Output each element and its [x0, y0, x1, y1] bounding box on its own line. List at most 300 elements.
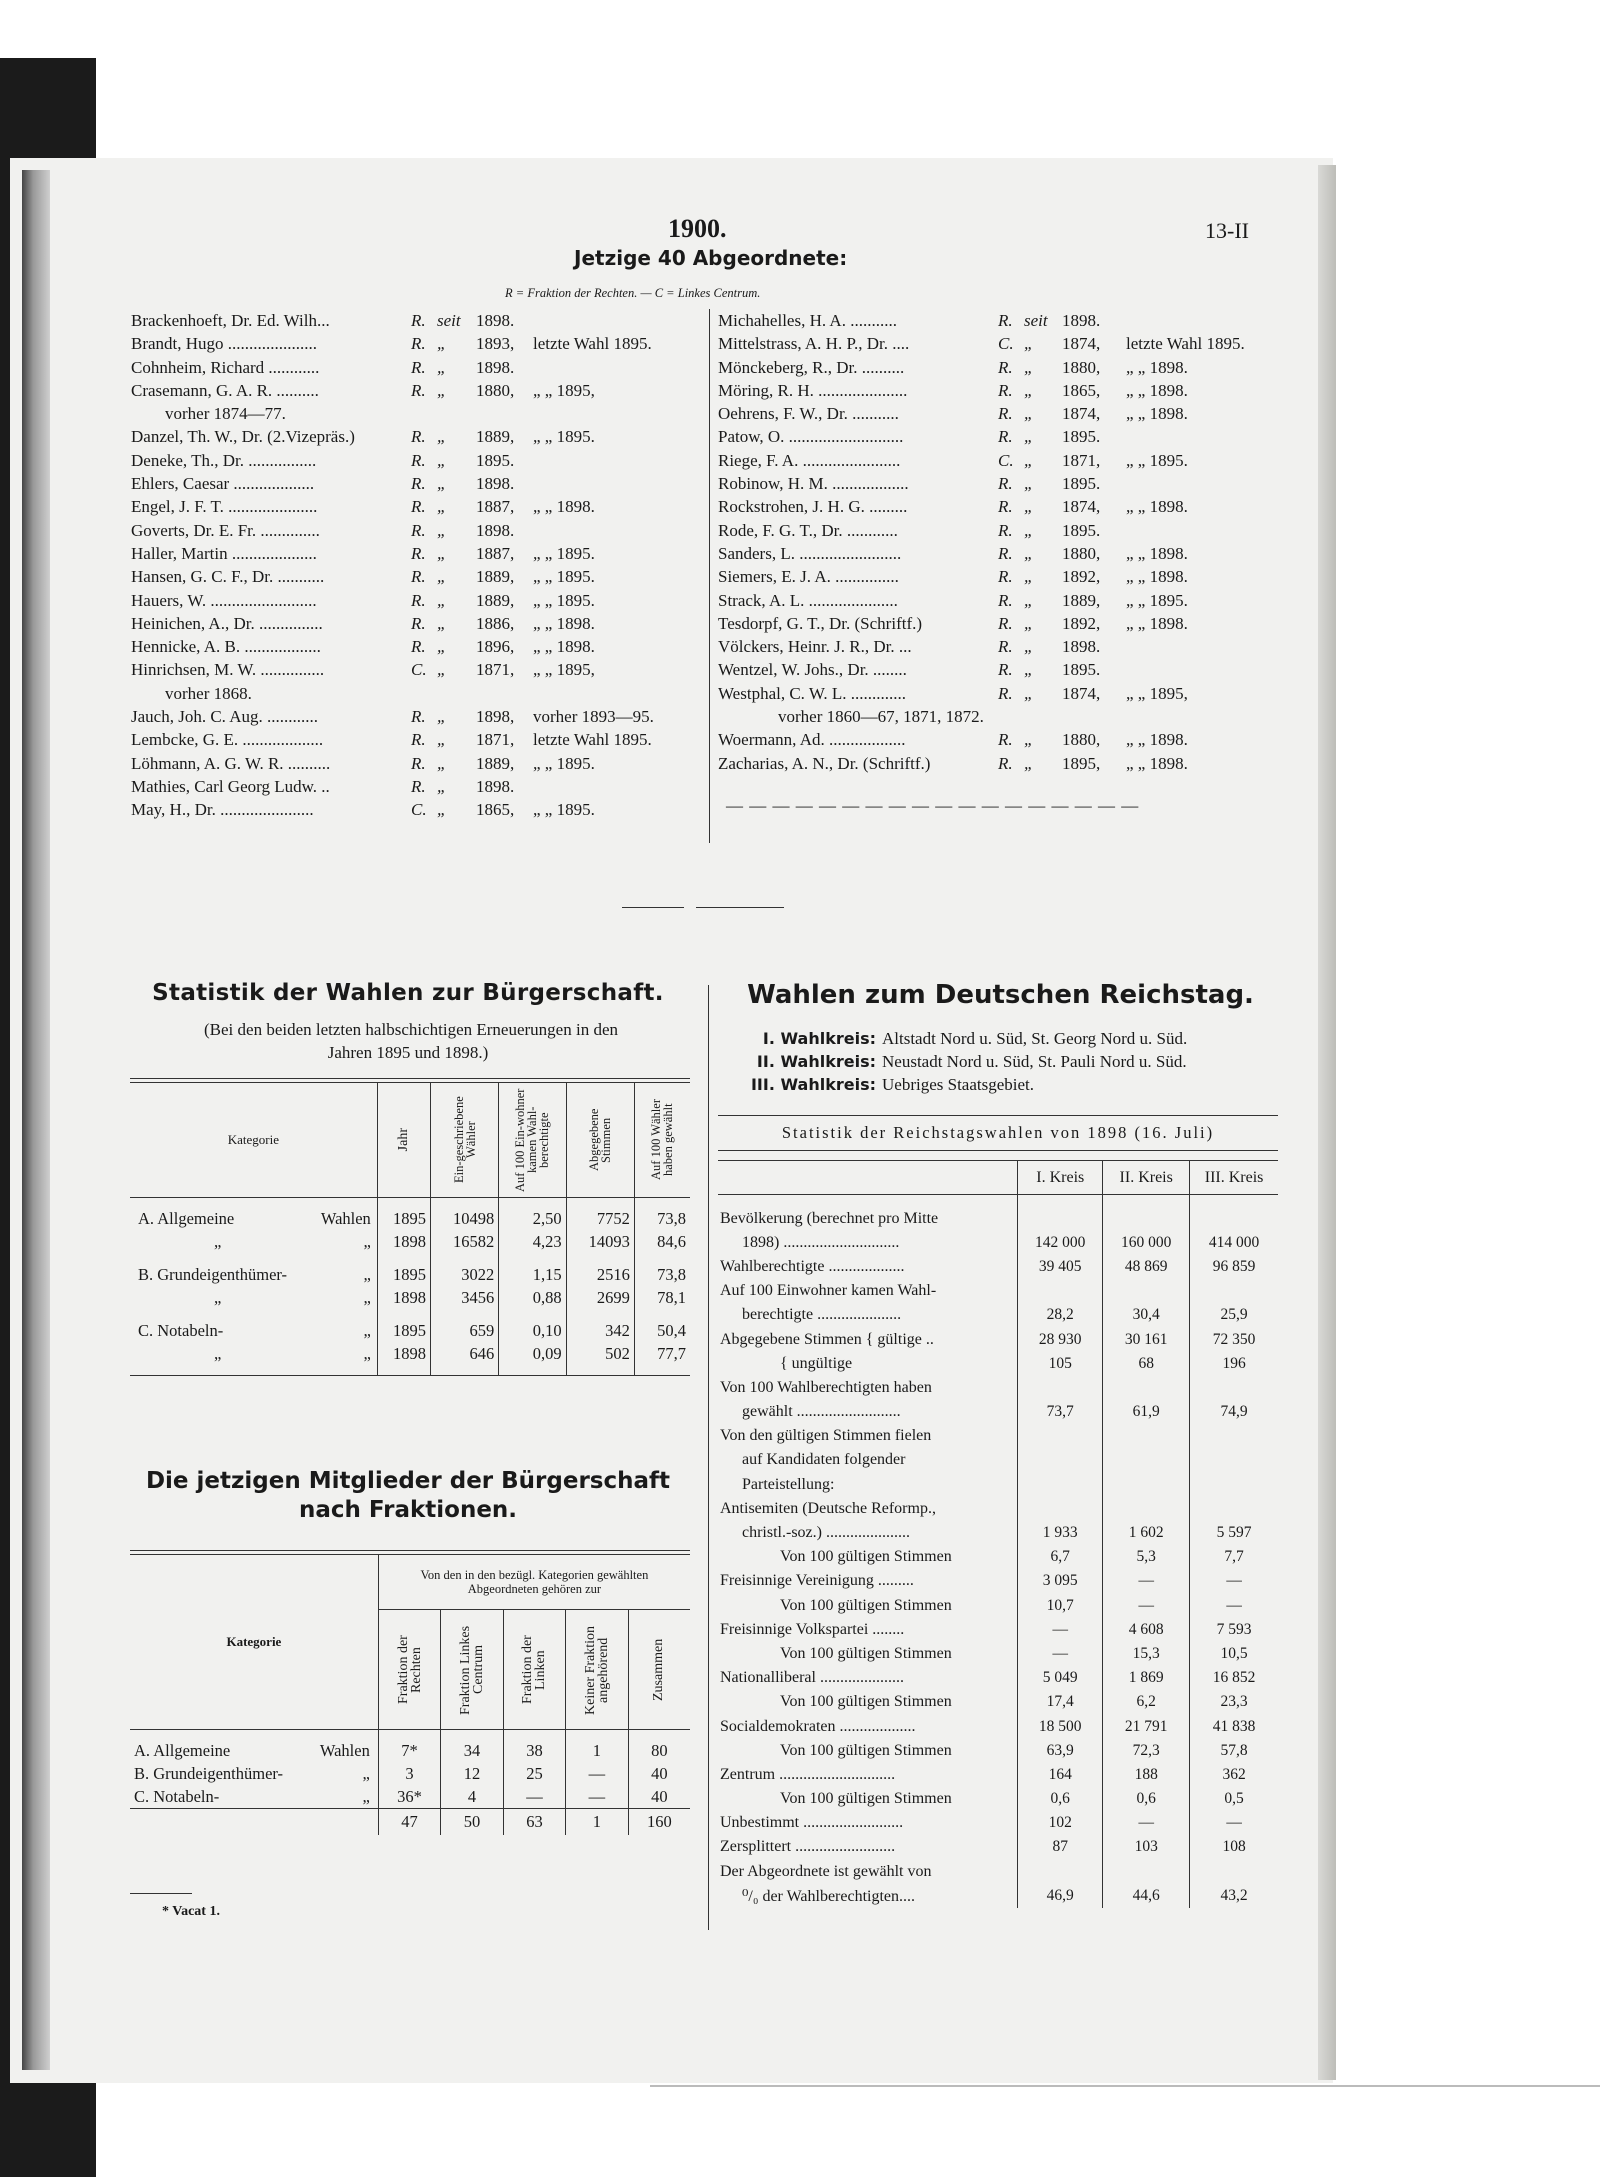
rt-row — [718, 1860, 1278, 1884]
rt-cell: 1 933 — [1018, 1521, 1103, 1545]
rt-cell: 142 000 — [1018, 1231, 1103, 1255]
rt-cell: 108 — [1222, 1838, 1246, 1856]
wahlkreis-text: Altstadt Nord u. Süd, St. Georg Nord u. Süd. — [882, 1029, 1188, 1048]
member-name: Rode, F. G. T., Dr. ............ — [718, 520, 898, 540]
frak-total-label — [130, 1809, 378, 1835]
stat-cell: 342 — [566, 1320, 634, 1343]
member-fraction: R. — [998, 404, 1013, 424]
rt-row — [718, 1521, 1278, 1545]
rt-cell: 46,9 — [1018, 1884, 1103, 1908]
member-row — [718, 658, 1288, 681]
member-name: Strack, A. L. ..................... — [718, 590, 898, 610]
rt-cell: 30,4 — [1103, 1303, 1190, 1327]
member-fraction: R. — [411, 474, 426, 494]
member-name: Robinow, H. M. .................. — [718, 474, 909, 494]
stat-cell: 0,09 — [499, 1343, 566, 1366]
member-row — [131, 775, 691, 798]
member-year: 1898, — [476, 707, 515, 727]
stat-row — [130, 1287, 690, 1310]
member-fraction: R. — [411, 707, 426, 727]
member-fraction: R. — [998, 380, 1013, 400]
member-seit: „ — [437, 380, 447, 400]
rt-cell — [1190, 1860, 1278, 1884]
frak-col-keiner: Keiner Fraktion angehörend — [566, 1610, 628, 1730]
rt-cell: 164 — [1018, 1763, 1103, 1787]
member-row — [718, 705, 1288, 728]
member-fraction: R. — [411, 497, 426, 517]
member-row — [131, 658, 691, 681]
member-year: 1886, — [476, 613, 515, 633]
frak-col-zusammen: Zusammen — [651, 1638, 667, 1701]
rt-row — [718, 1739, 1278, 1763]
member-seit: „ — [437, 707, 447, 727]
member-name: Jauch, Joh. C. Aug. ............ — [131, 707, 318, 727]
member-seit: „ — [437, 474, 447, 494]
member-seit: „ — [437, 776, 447, 796]
rt-cell: 30 161 — [1103, 1327, 1190, 1351]
member-fraction: R. — [411, 730, 426, 750]
rt-cell: — — [1018, 1642, 1103, 1666]
rt-cell: — — [1103, 1569, 1190, 1593]
stat-spacer-row — [130, 1366, 690, 1376]
member-name: Rockstrohen, J. H. G. ......... — [718, 497, 908, 517]
member-note: „ „ 1898. — [533, 637, 595, 657]
rt-cell: 17,4 — [1018, 1690, 1103, 1714]
frak-total-cell: 63 — [503, 1809, 565, 1835]
stat-cat — [130, 1287, 377, 1310]
member-seit: „ — [437, 730, 447, 750]
rt-cell: 1 602 — [1103, 1521, 1190, 1545]
member-row — [131, 449, 691, 472]
frak-cell: — — [503, 1786, 565, 1809]
rt-cell: 105 — [1018, 1352, 1103, 1376]
rt-top-rule-2 — [718, 1150, 1278, 1151]
member-fraction: R. — [411, 357, 426, 377]
section-separator-left — [622, 907, 684, 908]
member-seit: „ — [437, 590, 447, 610]
rt-label: Von 100 gültigen Stimmen — [718, 1739, 1018, 1763]
member-year: 1898. — [476, 520, 515, 540]
frak-total-cell: 160 — [646, 1811, 672, 1831]
member-year: 1880, — [1062, 357, 1101, 377]
rt-cell — [1190, 1424, 1278, 1448]
rt-cell — [1103, 1424, 1190, 1448]
stat-cell: 7752 — [566, 1208, 634, 1231]
member-row — [131, 379, 691, 402]
frak-cell: 80 — [651, 1741, 668, 1760]
member-name: Haller, Martin .................... — [131, 543, 317, 563]
frak-cell: 40 — [651, 1764, 668, 1783]
rt-cell — [1103, 1860, 1190, 1884]
member-year: 1889, — [476, 427, 515, 447]
member-seit: „ — [1024, 450, 1034, 470]
member-row — [718, 542, 1288, 565]
member-year: 1887, — [476, 543, 515, 563]
rt-cell: 414 000 — [1208, 1233, 1260, 1251]
stat-cell: 2516 — [566, 1264, 634, 1287]
frak-cat-sub: „ — [362, 1786, 370, 1806]
rt-top-rule-1 — [718, 1115, 1278, 1116]
stat-cat-sub: „ — [363, 1265, 371, 1284]
member-row — [718, 752, 1288, 775]
member-row — [718, 379, 1288, 402]
rt-table-title: Statistik der Reichstagswahlen von 1898 (16. Juli) — [781, 1123, 1215, 1142]
member-fraction: R. — [998, 660, 1013, 680]
rt-cell: 73,7 — [1018, 1400, 1103, 1424]
rt-cell — [1018, 1376, 1103, 1400]
member-seit: „ — [437, 800, 447, 820]
member-name: Michahelles, H. A. ........... — [718, 311, 897, 330]
member-seit: „ — [1024, 613, 1034, 633]
member-fraction: R. — [998, 613, 1013, 633]
member-row — [131, 472, 691, 495]
stat-buergerschaft-note-1: (Bei den beiden letzten halbschichtigen Erneuerungen in den — [204, 1020, 618, 1039]
member-row — [718, 449, 1288, 472]
page-edge-shadow — [1318, 165, 1336, 2080]
member-year: 1880, — [476, 380, 515, 400]
member-fraction: R. — [998, 357, 1013, 377]
member-year: 1880, — [1062, 543, 1101, 563]
stat-spacer-row — [130, 1310, 690, 1320]
member-name: vorher 1868. — [165, 683, 252, 703]
member-row — [718, 565, 1288, 588]
frak-cell: 12 — [441, 1763, 503, 1786]
wahlkreis-text: Neustadt Nord u. Süd, St. Pauli Nord u. Süd. — [882, 1052, 1187, 1071]
member-note: „ „ 1895. — [533, 800, 595, 820]
member-fraction: R. — [998, 520, 1013, 540]
rt-cell: 15,3 — [1103, 1642, 1190, 1666]
dashed-end-line: — — — — — — — — — — — — — — — — — — — [726, 796, 1140, 815]
rt-label: Von den gültigen Stimmen fielen — [718, 1424, 1018, 1448]
rt-cell: 28,2 — [1018, 1303, 1103, 1327]
member-note: „ „ 1898. — [1126, 497, 1188, 517]
stat-cat-label: „ — [214, 1232, 222, 1251]
frak-cell: 1 — [566, 1740, 628, 1763]
member-note: „ „ 1898. — [1126, 613, 1188, 633]
member-fraction: R. — [411, 311, 426, 330]
stat-cat — [130, 1343, 377, 1366]
stat-cell: 1895 — [377, 1264, 430, 1287]
rt-cell: 28 930 — [1018, 1327, 1103, 1351]
member-fraction: R. — [998, 637, 1013, 657]
rt-cell: 7,7 — [1224, 1548, 1244, 1566]
member-seit: „ — [437, 637, 447, 657]
member-seit: „ — [437, 357, 447, 377]
footnote-rule — [130, 1893, 192, 1894]
member-name: Westphal, C. W. L. ............. — [718, 683, 906, 703]
member-seit: „ — [437, 543, 447, 563]
stat-buergerschaft-title: Statistik der Wahlen zur Bürgerschaft. — [152, 980, 664, 1006]
stat-cell: 78,1 — [657, 1288, 686, 1307]
member-row — [131, 332, 691, 355]
stat-cat-label: C. Notabeln- — [138, 1321, 224, 1340]
stat-row — [130, 1231, 690, 1254]
rt-row — [718, 1594, 1278, 1618]
rt-cell: 87 — [1018, 1835, 1103, 1859]
member-seit: „ — [1024, 474, 1034, 494]
rt-cell: 5 597 — [1216, 1524, 1252, 1542]
rt-cell: 188 — [1103, 1763, 1190, 1787]
frak-cat-label: C. Notabeln- — [134, 1786, 220, 1806]
wahlkreis-label: II. Wahlkreis: — [756, 1052, 876, 1071]
stat-cell: 1895 — [377, 1320, 430, 1343]
stat-cat-sub: „ — [363, 1321, 371, 1340]
member-name: Brandt, Hugo ..................... — [131, 334, 318, 354]
stat-cell: 10498 — [431, 1208, 499, 1231]
member-note: „ „ 1895. — [1126, 590, 1188, 610]
member-fraction: R. — [411, 637, 426, 657]
rt-cell — [1103, 1473, 1190, 1497]
rt-spacer-row — [718, 1195, 1278, 1207]
frak-spacer-row — [130, 1730, 690, 1740]
member-note: „ „ 1895, — [1126, 683, 1188, 703]
rt-label: Der Abgeordnete ist gewählt von — [718, 1860, 1018, 1884]
member-seit: „ — [1024, 567, 1034, 587]
member-name: Woermann, Ad. .................. — [718, 730, 906, 750]
rt-cell: — — [1226, 1814, 1242, 1832]
fraktionen-title-2: nach Fraktionen. — [298, 1497, 518, 1523]
frak-cat-sub: Wahlen — [319, 1741, 370, 1760]
member-name: Cohnheim, Richard ............ — [131, 357, 320, 377]
rt-cell: 4 608 — [1103, 1618, 1190, 1642]
member-note: „ „ 1895. — [533, 567, 595, 587]
member-name: Völckers, Heinr. J. R., Dr. ... — [718, 637, 912, 657]
rt-cell — [1190, 1497, 1278, 1521]
member-fraction: R. — [998, 567, 1013, 587]
frak-row — [130, 1786, 690, 1809]
rt-label: christl.-soz.) ..................... — [718, 1521, 1018, 1545]
member-note: „ „ 1898. — [1126, 543, 1188, 563]
rt-cell — [1018, 1860, 1103, 1884]
member-year: 1874, — [1062, 404, 1101, 424]
member-year: 1896, — [476, 637, 515, 657]
member-note: „ „ 1895, — [533, 660, 595, 680]
rt-label: Freisinnige Vereinigung ......... — [718, 1569, 1018, 1593]
members-list-left — [131, 309, 691, 822]
rt-cell — [1018, 1497, 1103, 1521]
rt-cell: 18 500 — [1018, 1714, 1103, 1738]
member-name: Hauers, W. ......................... — [131, 590, 317, 610]
member-year: 1865, — [1062, 380, 1101, 400]
member-note: „ „ 1898. — [1126, 753, 1188, 773]
rt-label: Auf 100 Einwohner kamen Wahl- — [718, 1279, 1018, 1303]
rt-cell: 102 — [1018, 1811, 1103, 1835]
member-year: 1871, — [476, 660, 515, 680]
member-row — [131, 798, 691, 821]
stat-cat — [130, 1231, 377, 1254]
rt-cell: 41 838 — [1212, 1717, 1256, 1735]
member-name: Goverts, Dr. E. Fr. .............. — [131, 520, 320, 540]
member-seit: „ — [437, 450, 447, 470]
member-year: 1874, — [1062, 334, 1101, 354]
rt-cell — [1018, 1207, 1103, 1231]
frak-cat — [130, 1740, 378, 1763]
rt-row — [718, 1787, 1278, 1811]
stat-cell: 3456 — [431, 1287, 499, 1310]
member-seit: „ — [437, 427, 447, 447]
member-row — [718, 356, 1288, 379]
member-seit: „ — [1024, 730, 1034, 750]
stat-cat-sub: „ — [363, 1344, 371, 1363]
stat-cat — [130, 1208, 377, 1231]
stat-cell: 1895 — [377, 1208, 430, 1231]
member-fraction: R. — [998, 311, 1013, 330]
member-row — [131, 495, 691, 518]
rt-cell — [1018, 1424, 1103, 1448]
member-year: 1871, — [1062, 450, 1101, 470]
rt-row — [718, 1279, 1278, 1303]
member-note: „ „ 1895. — [533, 753, 595, 773]
stat-spacer-row — [130, 1198, 690, 1208]
member-year: 1874, — [1062, 497, 1101, 517]
rt-cell: 160 000 — [1103, 1231, 1190, 1255]
member-name: Mittelstrass, A. H. P., Dr. .... — [718, 334, 910, 354]
rt-cell — [1018, 1279, 1103, 1303]
frak-total-cell: 1 — [566, 1809, 628, 1835]
stat-cell: 77,7 — [657, 1344, 686, 1363]
rt-label: Unbestimmt ......................... — [718, 1811, 1018, 1835]
rt-cell: — — [1226, 1572, 1242, 1590]
frak-cat — [130, 1786, 378, 1809]
frak-cell: 4 — [441, 1786, 503, 1809]
wahlkreis-line — [730, 1050, 1300, 1073]
member-name: Löhmann, A. G. W. R. .......... — [131, 753, 331, 773]
member-name: Hansen, G. C. F., Dr. ........... — [131, 567, 325, 587]
rt-label: Von 100 gültigen Stimmen — [718, 1545, 1018, 1569]
member-name: Heinichen, A., Dr. ............... — [131, 613, 323, 633]
wahlkreis-text: Uebriges Staatsgebiet. — [882, 1075, 1035, 1094]
rt-row — [718, 1231, 1278, 1255]
frak-cell: — — [566, 1786, 628, 1809]
stat-cell: 1898 — [377, 1231, 430, 1254]
rt-row — [718, 1569, 1278, 1593]
member-fraction: R. — [411, 450, 426, 470]
member-year: 1887, — [476, 497, 515, 517]
member-name: Engel, J. F. T. ..................... — [131, 497, 318, 517]
col-auf-100-einwohner: Auf 100 Ein-wohner kamen Wahl-berechtigte — [499, 1083, 566, 1198]
member-note: vorher 1893—95. — [533, 707, 654, 727]
col-abgegebene: Abgegebene Stimmen — [566, 1083, 634, 1198]
member-row — [718, 519, 1288, 542]
stat-cat-label: A. Allgemeine — [138, 1209, 235, 1228]
member-seit: „ — [1024, 334, 1034, 354]
rt-label: gewählt .......................... — [718, 1400, 1018, 1424]
rt-cell: 72 350 — [1212, 1330, 1256, 1348]
frak-cat — [130, 1763, 378, 1786]
book-spine-shadow — [22, 170, 50, 2070]
stat-buergerschaft-note-2: Jahren 1895 und 1898.) — [327, 1043, 489, 1062]
rt-label: Wahlberechtigte ................... — [718, 1255, 1018, 1279]
stat-cell: 2,50 — [499, 1208, 566, 1231]
member-fraction: R. — [998, 474, 1013, 494]
rt-cell: 16 852 — [1212, 1669, 1256, 1687]
member-seit: „ — [1024, 637, 1034, 657]
rt-row — [718, 1255, 1278, 1279]
stat-cell: 73,8 — [657, 1265, 686, 1284]
page-number: 13-II — [1205, 218, 1249, 243]
member-seit: „ — [437, 613, 447, 633]
rt-cell: 103 — [1103, 1835, 1190, 1859]
rt-label: Parteistellung: — [718, 1473, 1018, 1497]
member-name: vorher 1860—67, 1871, 1872. — [778, 707, 984, 727]
fraktionen-table — [130, 1550, 690, 1835]
member-row — [718, 589, 1288, 612]
member-row — [718, 682, 1288, 705]
member-name: Wentzel, W. Johs., Dr. ........ — [718, 660, 907, 680]
rt-cell — [1103, 1207, 1190, 1231]
member-year: 1895. — [1062, 660, 1101, 680]
frak-total-cell: 47 — [378, 1809, 440, 1835]
frak-total-row — [130, 1809, 690, 1835]
member-seit: „ — [1024, 357, 1034, 377]
member-note: „ „ 1898. — [1126, 730, 1188, 750]
member-fraction: R. — [411, 776, 426, 796]
member-row — [131, 565, 691, 588]
member-row — [131, 728, 691, 751]
frak-col-kategorie: Kategorie — [130, 1555, 378, 1730]
lower-column-divider — [708, 985, 709, 1930]
rt-label: 1898) ............................. — [718, 1231, 1018, 1255]
col-jahr: Jahr — [377, 1083, 430, 1198]
reichstag-table — [718, 1160, 1278, 1908]
member-name: Hennicke, A. B. .................. — [131, 637, 321, 657]
rt-row — [718, 1376, 1278, 1400]
member-seit: „ — [437, 753, 447, 773]
rt-cell: 72,3 — [1103, 1739, 1190, 1763]
rt-cell: 10,7 — [1018, 1594, 1103, 1618]
member-name: Ehlers, Caesar ................... — [131, 474, 315, 494]
stat-cell: 14093 — [566, 1231, 634, 1254]
member-year: 1898. — [476, 311, 515, 330]
member-fraction: R. — [411, 543, 426, 563]
stat-row — [130, 1264, 690, 1287]
rt-cell: — — [1018, 1618, 1103, 1642]
rt-row — [718, 1618, 1278, 1642]
member-seit: „ — [1024, 753, 1034, 773]
member-row — [718, 728, 1288, 751]
rt-cell: 5,3 — [1103, 1545, 1190, 1569]
rt-cell: 63,9 — [1018, 1739, 1103, 1763]
rt-row — [718, 1207, 1278, 1231]
member-row — [131, 635, 691, 658]
rt-col-kreis-2: II. Kreis — [1103, 1161, 1190, 1195]
member-fraction: R. — [998, 753, 1013, 773]
member-year: 1889, — [476, 590, 515, 610]
member-fraction: R. — [411, 334, 426, 354]
wahlkreis-label: I. Wahlkreis: — [762, 1029, 876, 1048]
member-name: Mönckeberg, R., Dr. .......... — [718, 357, 905, 377]
stat-cell: 2699 — [566, 1287, 634, 1310]
frak-row — [130, 1763, 690, 1786]
frak-total-cell: 50 — [441, 1809, 503, 1835]
stat-cell: 3022 — [431, 1264, 499, 1287]
member-note: letzte Wahl 1895. — [533, 334, 652, 354]
member-year: 1889, — [1062, 590, 1101, 610]
frak-cell: 40 — [651, 1786, 668, 1806]
member-name: Tesdorpf, G. T., Dr. (Schriftf.) — [718, 613, 923, 633]
stat-spacer-row — [130, 1254, 690, 1264]
stat-cat — [130, 1320, 377, 1343]
rt-label: Freisinnige Volkspartei ........ — [718, 1618, 1018, 1642]
rt-row — [718, 1884, 1278, 1908]
member-fraction: R. — [998, 730, 1013, 750]
member-note: „ „ 1898. — [1126, 357, 1188, 377]
stat-cell: 4,23 — [499, 1231, 566, 1254]
rt-cell — [1190, 1473, 1278, 1497]
rt-label: Nationalliberal ..................... — [718, 1666, 1018, 1690]
member-seit: seit — [1024, 311, 1048, 330]
frak-cell: 34 — [441, 1740, 503, 1763]
